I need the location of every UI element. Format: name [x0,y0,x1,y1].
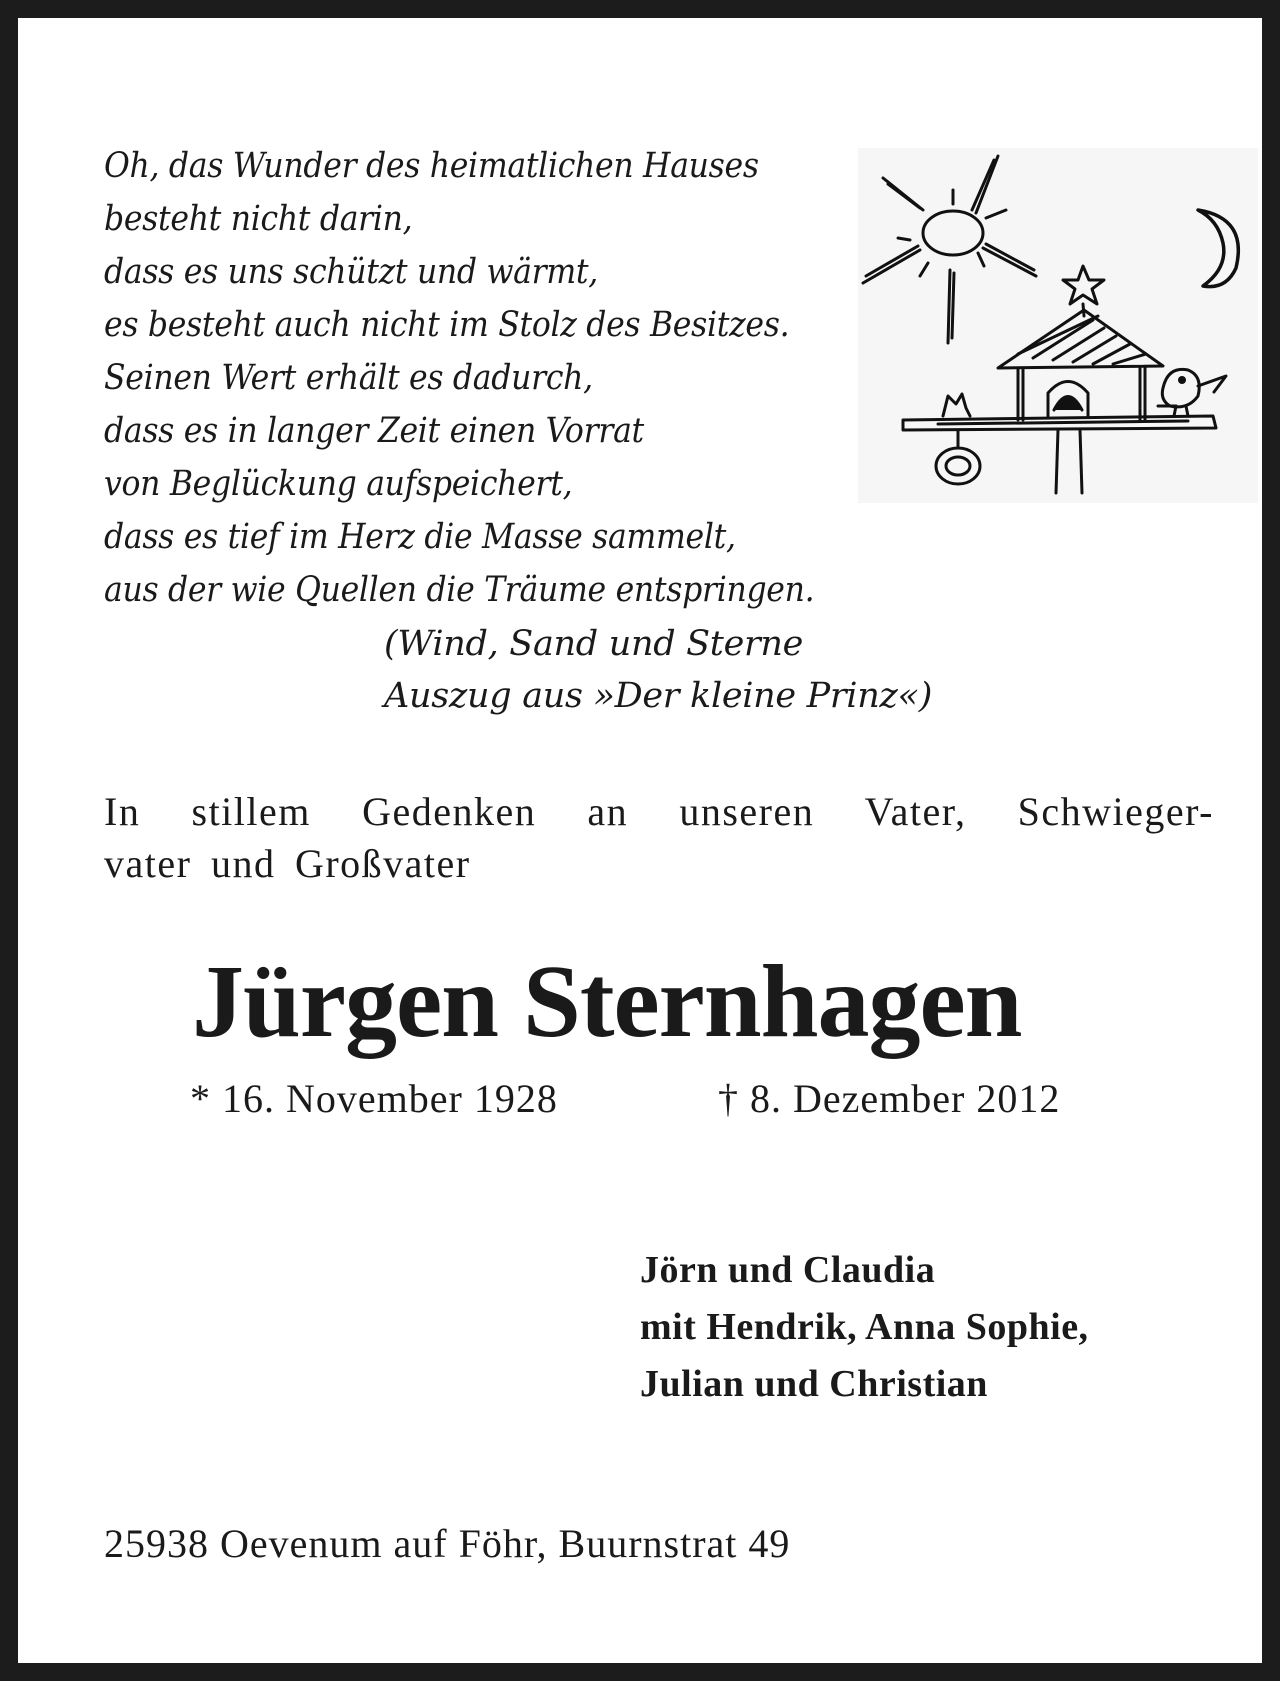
moon-icon [1198,210,1238,287]
poem-line: Oh, das Wunder des heimatlichen Hauses [104,146,759,186]
deceased-name: Jürgen Sternhagen [192,944,1022,1059]
poem-line: es besteht auch nicht im Stolz des Besitzes. [104,305,790,345]
house-drawing-icon [858,148,1258,503]
poem-citation [384,618,932,722]
memorial-line: vater und Großvater [104,841,471,886]
family-line: mit Hendrik, Anna Sophie, [640,1306,1089,1348]
birth-date: * 16. November 1928 [190,1076,558,1121]
poem-line: dass es tief im Herz die Masse sammelt, [104,517,736,557]
poem [104,140,814,617]
citation-line: Auszug aus »Der kleine Prinz«) [384,676,933,716]
poem-line: dass es in langer Zeit einen Vorrat [104,411,644,451]
illustration-svg [858,148,1258,503]
sun-icon [923,211,983,255]
bird-icon [1162,369,1199,407]
star-icon [1063,266,1104,304]
poem-line: von Beglückung aufspeichert, [104,464,573,504]
family-signature [640,1242,1089,1413]
poem-line: Seinen Wert erhält es dadurch, [104,358,593,398]
memorial-text [104,786,1214,890]
memorial-line: In stillem Gedenken an unseren Vater, Schwieger- [104,789,1214,834]
family-line: Jörn und Claudia [640,1249,936,1291]
death-date: † 8. Dezember 2012 [718,1076,1061,1121]
poem-line: dass es uns schützt und wärmt, [104,252,598,292]
family-line: Julian und Christian [640,1363,988,1405]
poem-line: besteht nicht darin, [104,199,413,239]
citation-line: (Wind, Sand und Sterne [384,624,804,664]
poem-line: aus der wie Quellen die Träume entspringen. [104,570,815,610]
address: 25938 Oevenum auf Föhr, Buurnstrat 49 [104,1521,791,1566]
